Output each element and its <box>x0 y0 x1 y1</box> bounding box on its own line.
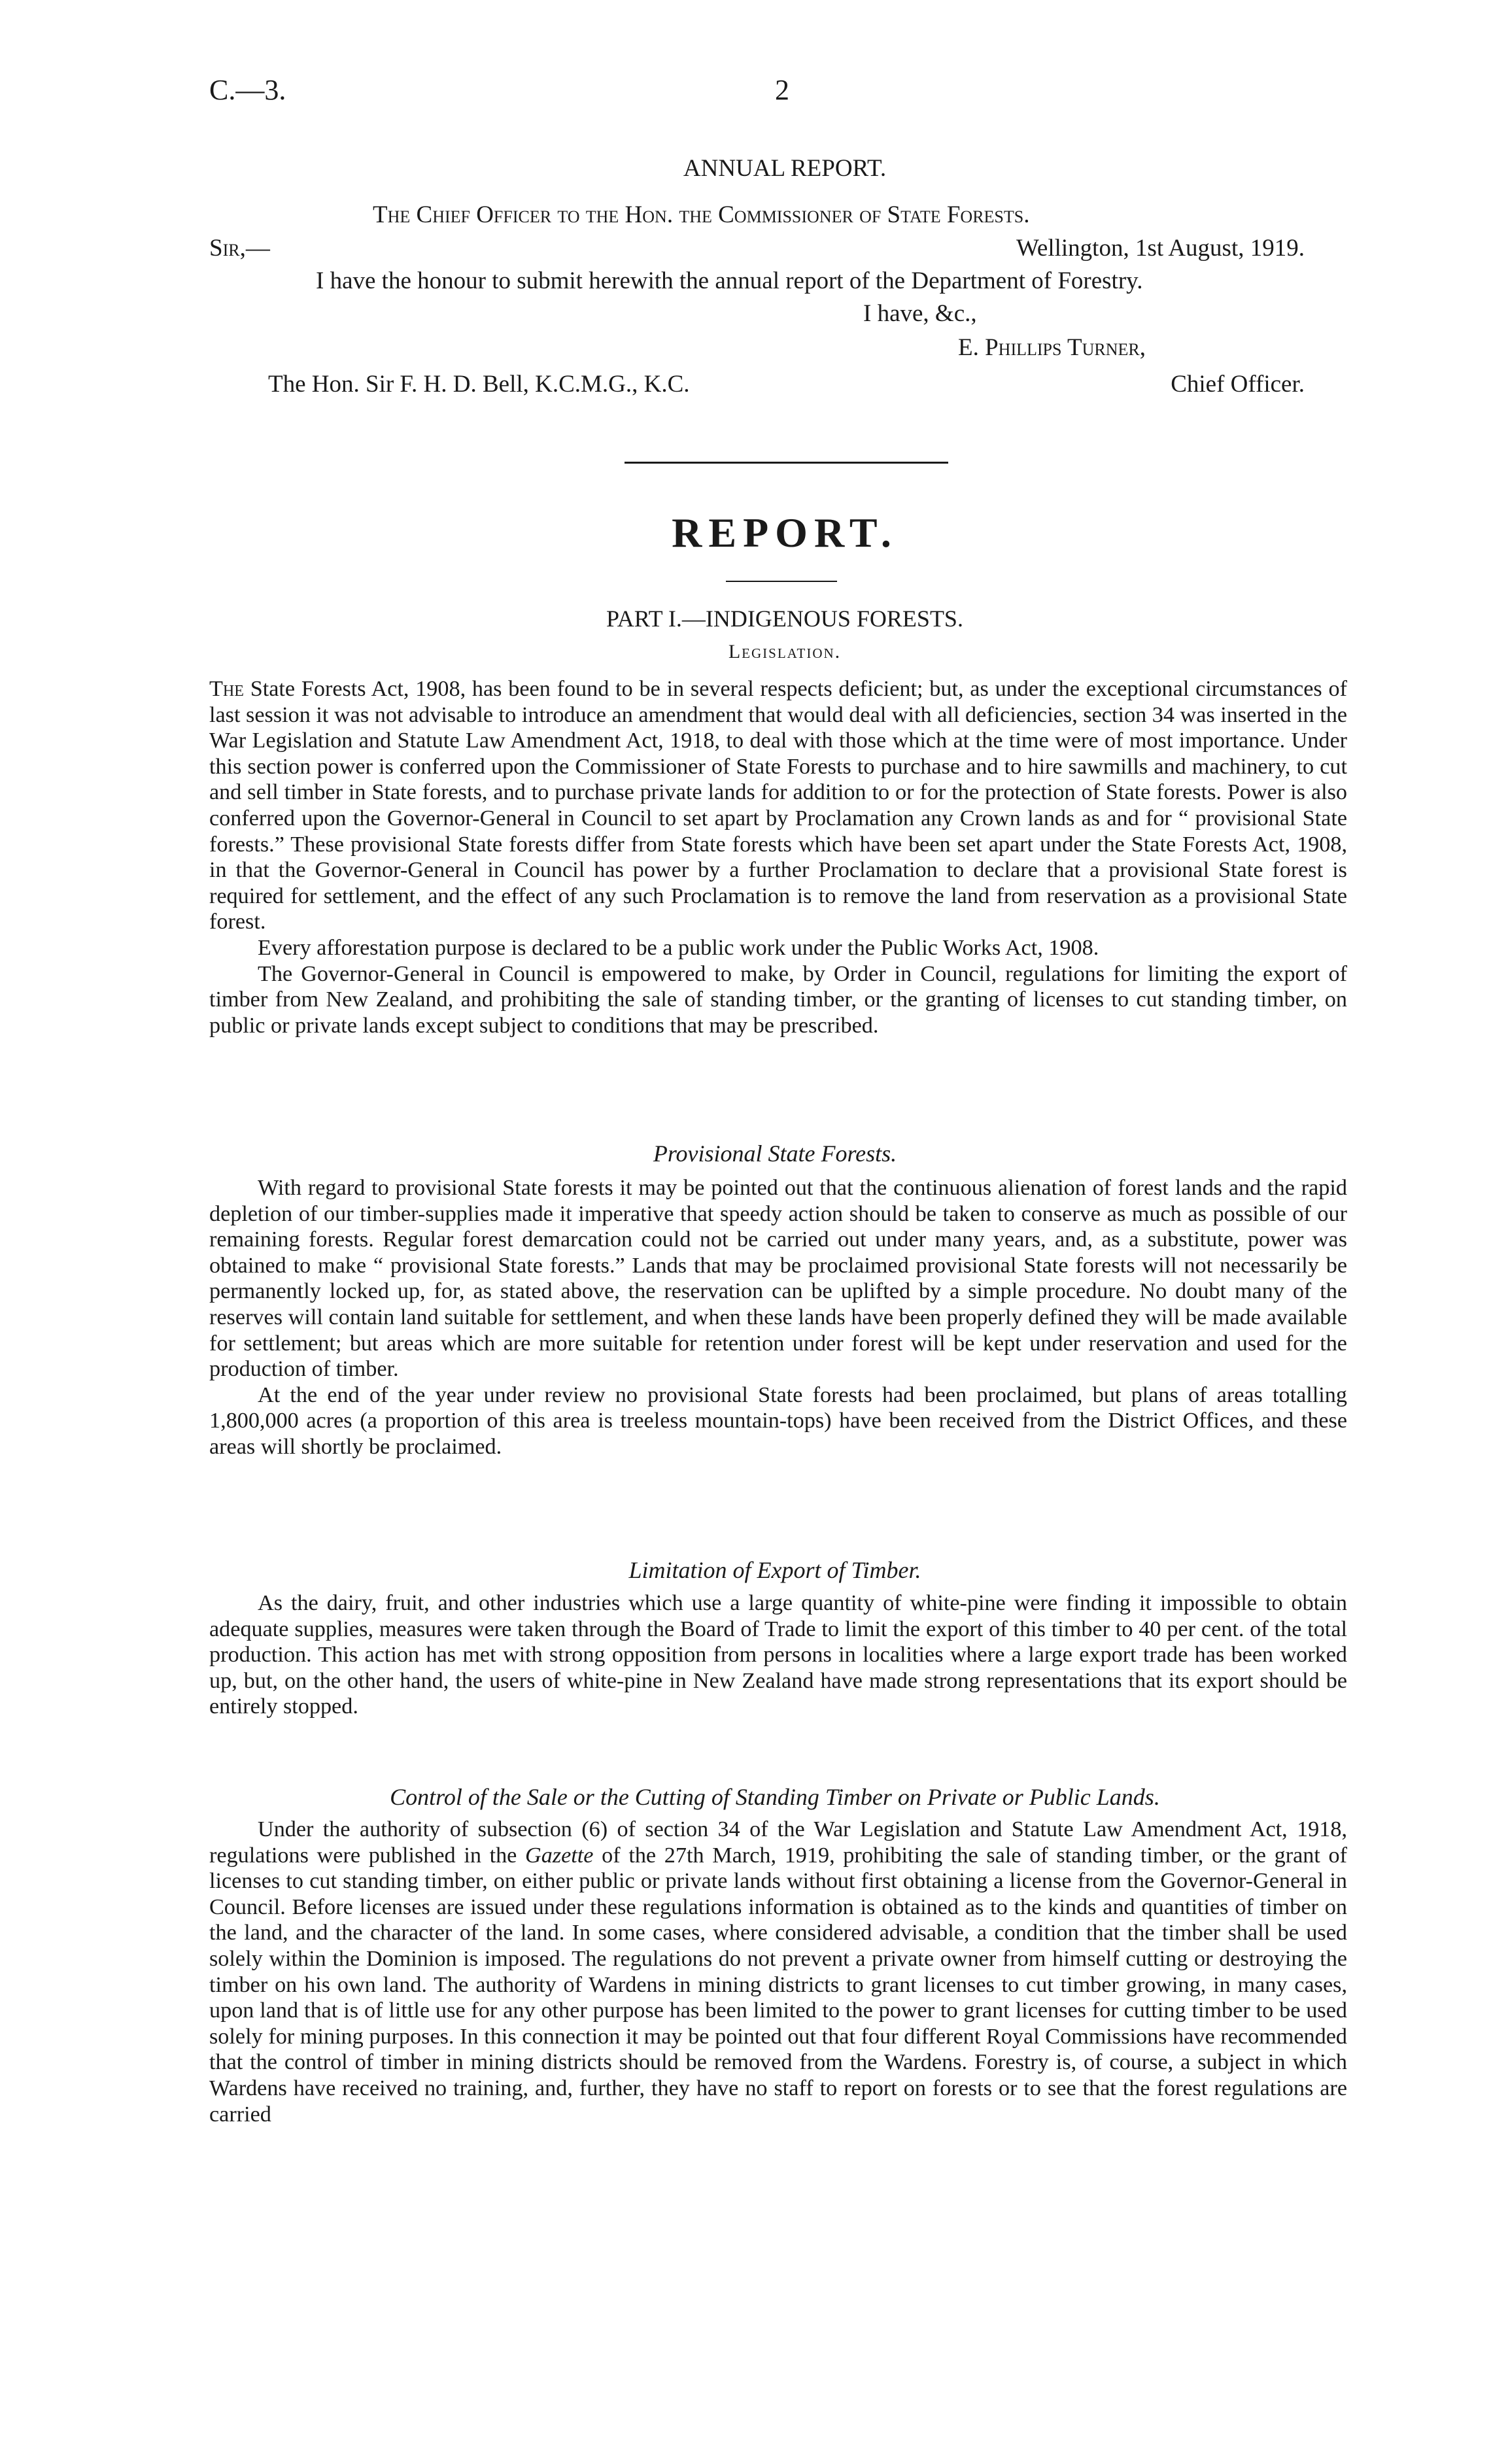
provisional-paragraph-1: With regard to provisional State forests it may be pointed out that the continuous alienation of forest lands and the rapid depletion of our timber-supplies made it imperative that speedy action should be taken to conserve as much as possible of our remaining forests. Regular forest demarcation could not be carried out under many years, and, as a substitute, power was obtained to make “ provisional State forests.” Lands that may be proclaimed provisional State forests will not necessarily be permanently locked up, for, as stated above, the reservation can be uplifted by a simple procedure. No doubt many of the reserves will contain land suitable for settlement, and when these lands have been properly defined they will be made available for settlement; but areas which are more suitable for retention under forest will be kept under reservation and used for the production of timber. <box>209 1176 1347 1382</box>
control-heading: Control of the Sale or the Cutting of Standing Timber on Private or Public Lands. <box>390 1784 1160 1810</box>
letter-place-date: Wellington, 1st August, 1919. <box>1016 235 1305 262</box>
letter-signer-title: Chief Officer. <box>1171 371 1305 398</box>
section-divider <box>625 462 948 464</box>
page-number: 2 <box>775 74 789 106</box>
provisional-section <box>209 1175 1347 1460</box>
export-section <box>209 1590 1347 1720</box>
document-id: C.—3. <box>209 74 286 106</box>
title-divider <box>726 581 837 582</box>
paragraph-text: State Forests Act, 1908, has been found to be in several respects deficient; but, as under the exceptional circumstances of last session it was not advisable to introduce an amendment that would deal with all deficiencies, section 34 was inserted in the War Legislation and Statute Law Amendment Act, 1918, to deal with those which at the time were of most importance. Under this section power is conferred upon the Commissioner of State Forests to purchase and to hire sawmills and machinery, to cut and sell timber in State forests, and to purchase private lands for addition to or for the protection of State forests. Power is also conferred upon the Governor-General in Council to set apart by Proclamation any Crown lands as and for “ provisional State forests.” These provisional State forests differ from State forests which have been set apart under the State Forests Act, 1908, in that the Governor-General in Council has power by a further Proclamation to declare that a provisional State forest is required for settlement, and the effect of any such Proclamation is to remove the land from reservation as a provisional State forest. <box>209 677 1348 934</box>
control-paragraph-1 <box>209 1817 1347 2127</box>
export-heading: Limitation of Export of Timber. <box>628 1557 921 1583</box>
legislation-section <box>209 676 1347 1038</box>
letter-from-to: The Chief Officer to the Hon. the Commissioner of State Forests. <box>373 201 1030 228</box>
letter-title: ANNUAL REPORT. <box>683 155 887 182</box>
first-word: The <box>209 677 244 701</box>
legislation-paragraph-1 <box>209 676 1347 935</box>
provisional-paragraph-2: At the end of the year under review no provisional State forests had been proclaimed, but plans of areas totalling 1,800,000 acres (a proportion of this area is treeless mountain-tops) have been received from the District Offices, and these areas will shortly be proclaimed. <box>209 1382 1347 1459</box>
legislation-heading: Legislation. <box>728 641 842 662</box>
report-title: REPORT. <box>672 509 898 556</box>
part-title: PART I.—INDIGENOUS FORESTS. <box>606 606 963 632</box>
letter-closing: I have, &c., <box>863 300 977 327</box>
letter-signature: E. Phillips Turner, <box>958 334 1146 361</box>
letter-body: I have the honour to submit herewith the annual report of the Department of Forestry. <box>316 267 1143 294</box>
letter-salutation: Sir,— <box>209 235 270 262</box>
export-paragraph-1: As the dairy, fruit, and other industries which use a large quantity of white-pine were finding it impossible to obtain adequate supplies, measures were taken through the Board of Trade to limit the export of this timber to 40 per cent. of the total production. This action has met with strong opposition from persons in localities where a large export trade has been worked up, but, on the other hand, the users of white-pine in New Zealand have made strong representations that its export should be entirely stopped. <box>209 1591 1347 1719</box>
provisional-heading: Provisional State Forests. <box>653 1140 897 1167</box>
gazette-italic: Gazette <box>525 1843 594 1868</box>
paragraph-text: Under the authority of subsection (6) of section 34 of the War Legislation and Statute Law Amendment Act, 1918, regulations were published in the <box>209 1817 1347 1868</box>
paragraph-text: of the 27th March, 1919, prohibiting the sale of standing timber, or the grant of licenses to cut standing timber, on either public or private lands without first obtaining a license from the Governor-General in Council. Before licenses are issued under these regulations information is obtained as to the kinds and quantities of timber on the land, and the character of the land. In some cases, where considered advisable, a condition that the timber shall be used solely within the Dominion is imposed. The regulations do not prevent a private owner from himself cutting or destroying the timber on his own land. The authority of Wardens in mining districts to grant licenses to cut timber growing, in many cases, upon land that is of little use for any other purpose has been limited to the power to grant licenses for cutting timber to be used solely for mining purposes. In this connection it may be pointed out that four different Royal Commissions have recommended that the control of timber in mining districts should be removed from the Wardens. Forestry is, of course, a subject in which Wardens have received no training, and, further, they have no staff to report on forests or to see that the forest regulations are carried <box>209 1843 1348 2127</box>
control-section <box>209 1817 1347 2127</box>
legislation-paragraph-2: Every afforestation purpose is declared to be a public work under the Public Works Act, 1908. <box>258 935 1099 960</box>
legislation-paragraph-3: The Governor-General in Council is empowered to make, by Order in Council, regulations for limiting the export of timber from New Zealand, and prohibiting the sale of standing timber, or the granting of licenses to cut standing timber, on public or private lands except subject to conditions that may be prescribed. <box>209 961 1347 1038</box>
letter-recipient: The Hon. Sir F. H. D. Bell, K.C.M.G., K.C. <box>268 371 690 398</box>
